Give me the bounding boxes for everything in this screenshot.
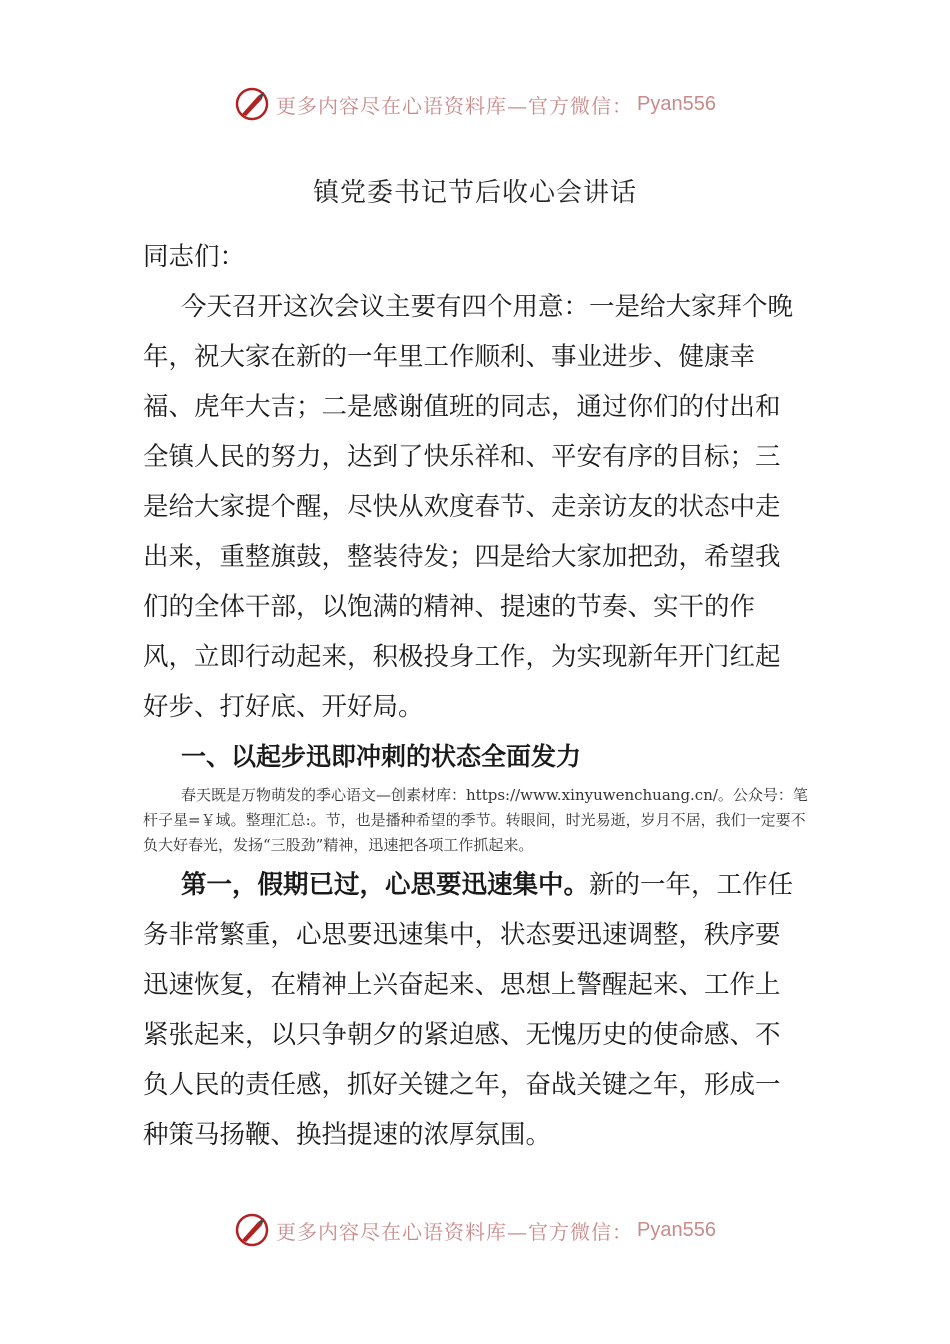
header-banner: [0, 80, 950, 128]
banner-text: 更多内容尽在心语资料库—官方微信：: [276, 93, 634, 118]
banner-text: 更多内容尽在心语资料库—官方微信：: [276, 1219, 634, 1244]
banner-wechat-id: Pyan556: [637, 1218, 716, 1241]
section-heading-1: 一、以起步迅即冲刺的状态全面发力: [181, 742, 582, 771]
pen-logo-icon: [234, 86, 270, 122]
paragraph-1: 今天召开这次会议主要有四个用意：一是给大家拜个晚年，祝大家在新的一年里工作顺利、事业进步、健康幸福、虎年大吉；二是感谢值班的同志，通过你们的付出和全镇人民的努力，达到了快乐祥和、平安有序的目标；三是给大家提个醒，尽快从欢度春节、走亲访友的状态中走出来，重整旗鼓，整装待发；四是给大家加把劲，希望我们的全体干部，以饱满的精神、提速的节奏、实干的作风，立即行动起来，积极投身工作，为实现新年开门红起好步、打好底、开好局。: [143, 292, 794, 722]
salutation: 同志们：: [143, 242, 246, 272]
paragraph-2: [143, 860, 803, 1160]
footer-banner: [0, 1206, 950, 1254]
pen-logo-icon: [234, 1212, 270, 1248]
paragraph-2-rest: 新的一年，工作任务非常繁重，心思要迅速集中，状态要迅速调整，秩序要迅速恢复，在精神上兴奋起来、思想上警醒起来、工作上紧张起来，以只争朝夕的紧迫感、无愧历史的使命感、不负人民的责任感，抓好关键之年，奋战关键之年，形成一种策马扬鞭、换挡提速的浓厚氛围。: [143, 870, 794, 1150]
document-title: 镇党委书记节后收心会讲话: [312, 178, 637, 208]
small-note: 春天既是万物萌发的季心语文—创素材库：https://www.xinyuwenchuang.cn/。公众号：笔杆子星=￥域。整理汇总:。节，也是播种希望的季节。转眼间，时光易逝，岁月不居，我们一定要不负大好春光，发扬“三股劲”精神，迅速把各项工作抓起来。: [143, 786, 808, 854]
banner-wechat-id: Pyan556: [637, 92, 716, 115]
paragraph-2-lead: 第一，假期已过，心思要迅速集中。: [181, 870, 590, 900]
